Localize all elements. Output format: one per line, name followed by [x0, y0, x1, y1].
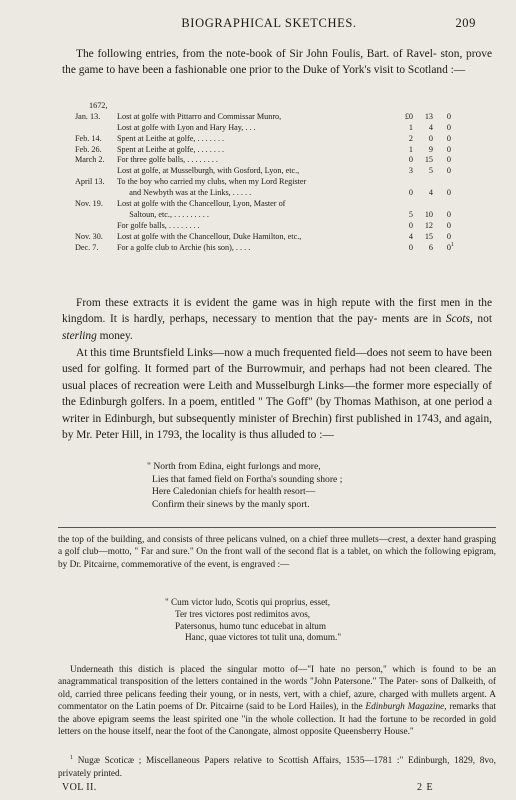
- shillings-value: 6: [428, 242, 433, 252]
- ledger-description: Spent at Leithe at golfe, . . . . . . .: [117, 133, 225, 143]
- shillings-value: 13: [424, 111, 433, 121]
- ledger-date: Nov. 30.: [75, 231, 103, 241]
- pounds-value: £0: [404, 111, 413, 121]
- pounds-value: 5: [408, 209, 413, 219]
- footnote-marker: 1: [70, 755, 73, 761]
- running-title: BIOGRAPHICAL SKETCHES.: [181, 16, 357, 30]
- poem-line: Lies that famed field on Fortha's sounding shore ;: [152, 473, 343, 485]
- ledger-row: [75, 210, 495, 221]
- page-number: 209: [455, 16, 476, 30]
- pence-value: 0: [446, 155, 451, 165]
- pounds-value: 0: [408, 242, 413, 252]
- ledger-description: Lost at golfe, at Musselburgh, with Gosford, Lyon, etc.,: [117, 166, 300, 176]
- shillings-value: 10: [424, 209, 433, 219]
- ledger-amount: [397, 199, 451, 210]
- ledger-description: and Newbyth was at the Links, . . . . .: [117, 188, 252, 198]
- footnote-rule: [58, 527, 496, 528]
- poem-line: " North from Edina, eight furlongs and more,: [147, 461, 321, 472]
- epigram-line: Hanc, quae victores tot tulit una, domum.": [185, 632, 342, 643]
- shillings-value: 5: [428, 166, 433, 176]
- ledger-amount: [397, 221, 451, 232]
- ledger-amount: [397, 232, 451, 243]
- edinburgh-magazine-title: Edinburgh Magazine: [365, 702, 445, 713]
- ledger-description: Lost at golfe with Pittarro and Commissar Munro,: [117, 111, 282, 121]
- ledger-row: [75, 155, 495, 166]
- pounds-value: 0: [408, 188, 413, 198]
- pence-value: 0: [446, 122, 451, 132]
- ledger-rows: [75, 112, 495, 254]
- pence-value: 0: [446, 220, 451, 230]
- pence-value: 0: [446, 188, 451, 198]
- shillings-value: 0: [428, 133, 433, 143]
- volume-label: VOL II.: [62, 782, 97, 793]
- shillings-value: 15: [424, 231, 433, 241]
- epigram-line: Ter tres victores post redimitos avos,: [175, 608, 311, 619]
- ledger-row: [75, 232, 495, 243]
- ledger-amount: [397, 210, 451, 221]
- goff-poem-quote: [147, 461, 342, 511]
- pounds-value: 2: [408, 133, 413, 143]
- pence-value: 0: [446, 166, 451, 176]
- ledger-description: To the boy who carried my clubs, when my Lord Register: [117, 177, 307, 187]
- ledger-description: For golfe balls, . . . . . . . .: [117, 220, 200, 230]
- pence-value: 0: [446, 111, 451, 121]
- ledger-row: [75, 188, 495, 199]
- foulis-account-ledger: [75, 101, 495, 253]
- paragraph-extracts: From these extracts it is evident the game was in high repute with the first men in the kingdom. It is hardly, perhaps, necessary to mention that the pay- ments are in Scots, not sterling money.: [62, 297, 492, 342]
- ledger-amount: [397, 112, 451, 123]
- ledger-row: [75, 145, 495, 156]
- pence-value: 0: [446, 242, 451, 252]
- ledger-date: Jan. 13.: [75, 111, 101, 121]
- pounds-value: 0: [408, 155, 413, 165]
- page-footer: [62, 782, 476, 796]
- ledger-date: March 2.: [75, 155, 105, 165]
- footnote-marker: 1: [451, 241, 454, 248]
- ledger-row: [75, 123, 495, 134]
- shillings-value: 4: [428, 188, 433, 198]
- pence-value: 0: [446, 231, 451, 241]
- ledger-amount: [397, 188, 451, 199]
- pence-value: 0: [446, 144, 451, 154]
- shillings-value: 15: [424, 155, 433, 165]
- scots-term: Scots: [445, 313, 470, 326]
- ledger-row: [75, 112, 495, 123]
- pounds-value: 1: [408, 144, 413, 154]
- ledger-row: [75, 243, 495, 254]
- ledger-date: Nov. 19.: [75, 199, 103, 209]
- poem-line: Here Caledonian chiefs for health resort—: [152, 486, 316, 498]
- ledger-year: 1672,: [89, 101, 108, 110]
- ledger-description: For a golfe club to Archie (his son), . . . .: [117, 242, 251, 252]
- ledger-row: [75, 166, 495, 177]
- epigram-line: " Cum victor ludo, Scotis qui proprius, esset,: [165, 597, 331, 607]
- shillings-value: 9: [428, 144, 433, 154]
- ledger-description: Lost at golfe with Lyon and Hary Hay, . . .: [117, 122, 256, 132]
- ledger-date: April 13.: [75, 177, 105, 187]
- pounds-value: 1: [408, 122, 413, 132]
- ledger-row: [75, 221, 495, 232]
- footnote-motto: Underneath this distich is placed the singular motto of—"I hate no person," which is found to be an anagrammatical transposition of the letters contained in the words "John Patersone." The Pater- sons of Dalkeith, of old, carried three pelicans feeding their young, or in nests, vert, with a chief, azure, charged with mullets argent. A commentator on the Latin poems of Dr. Pitcairne (said to be Lord Hailes), in the Edinburgh Magazine, remarks that the above epigram seems the least spirited one "in the whole collection. It had the fortune to be recorded in gold letters on the house itself, near the foot of the Canongate, almost opposite Queensberry House.": [58, 665, 497, 738]
- shillings-value: 4: [428, 122, 433, 132]
- epigram-line: Patersonus, humo tunc educebat in altum: [175, 620, 327, 631]
- ledger-amount: [397, 145, 451, 156]
- footnote-nugae: $^1$ Nugæ Scoticæ ; Miscellaneous Papers relative to Scottish Affairs, 1535—1781 :" Edinburgh, 1829, 8vo, privately printed.: [58, 755, 497, 779]
- ledger-description: Lost at golfe with the Chancellour, Lyon, Master of: [117, 199, 286, 209]
- pitcairne-epigram: [165, 597, 341, 644]
- ledger-amount: [397, 177, 451, 188]
- pounds-value: 0: [408, 220, 413, 230]
- ledger-amount: [397, 166, 451, 177]
- ledger-row: [75, 134, 495, 145]
- pounds-value: 4: [408, 231, 413, 241]
- signature-mark: 2 E: [417, 782, 434, 793]
- ledger-amount: [397, 123, 451, 134]
- ledger-row: [75, 177, 495, 188]
- ledger-date: Dec. 7.: [75, 242, 99, 252]
- ledger-row: [75, 199, 495, 210]
- ledger-date: Feb. 26.: [75, 144, 102, 154]
- ledger-amount: [397, 155, 451, 166]
- sterling-term: sterling: [62, 329, 97, 342]
- shillings-value: 12: [424, 220, 433, 230]
- ledger-description: For three golfe balls, . . . . . . . .: [117, 155, 218, 165]
- running-header: [62, 16, 476, 32]
- poem-line: Confirm their sinews by the manly sport.: [152, 498, 310, 510]
- ledger-amount: [397, 241, 454, 254]
- ledger-description: Spent at Leithe at golfe, . . . . . . .: [117, 144, 225, 154]
- ledger-amount: [397, 134, 451, 145]
- ledger-description: Lost at golfe with the Chancellour, Duke Hamilton, etc.,: [117, 231, 302, 241]
- ledger-description: Saltoun, etc., . . . . . . . . .: [117, 209, 209, 219]
- paragraph-bruntsfield: At this time Bruntsfield Links—now a much frequented field—does not seem to have been used for golfing. It formed part of the Burrowmuir, and perhaps had not been cleared. The usual places of recreation were Leith and Musselburgh Links—the former more especially of the Edinburgh golfers. In a poem, entitled " The Goff" (by Thomas Mathison, at one period a writer in Edinburgh, but subsequently minister of Brechin) first published in 1743, and again, by Mr. Peter Hill, in 1793, the locality is thus alluded to :—: [62, 347, 492, 442]
- pounds-value: 3: [408, 166, 413, 176]
- intro-paragraph: The following entries, from the note-book of Sir John Foulis, Bart. of Ravel- ston, prove the game to have been a fashionable one prior to the Duke of York's visit to Scotland :—: [62, 48, 492, 77]
- pence-value: 0: [446, 133, 451, 143]
- ledger-date: Feb. 14.: [75, 133, 102, 143]
- pence-value: 0: [446, 209, 451, 219]
- footnote-continuation: the top of the building, and consists of three pelicans vulned, on a chief three mullets—crest, a dexter hand grasping a golf club—motto, " Far and sure." On the front wall of the second flat is a tablet, on which the following epigram, by Dr. Pitcairne, commemorative of the event, is engraved :—: [58, 535, 497, 570]
